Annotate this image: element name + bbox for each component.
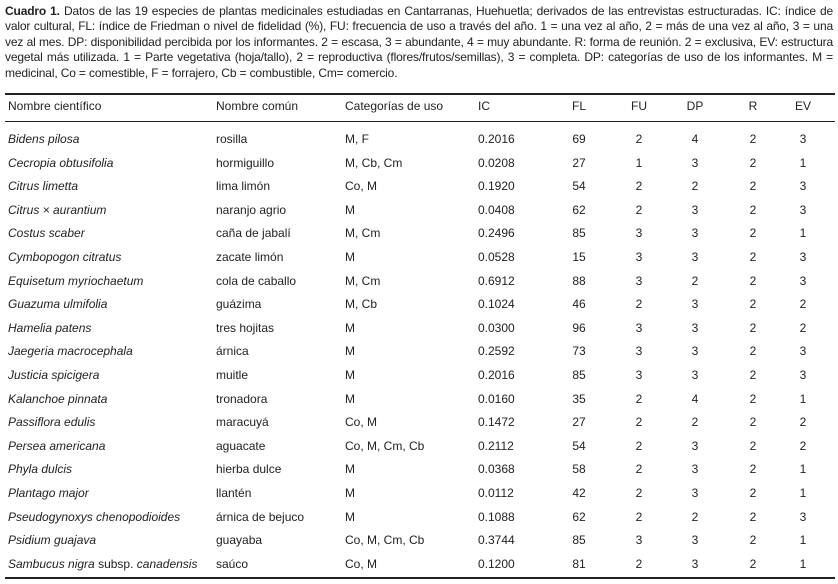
cell-r: 2	[749, 202, 757, 217]
header-rule	[5, 121, 835, 122]
cell-fu: 2	[635, 462, 643, 477]
table-row	[0, 156, 838, 176]
cell-ev: 3	[799, 273, 807, 288]
cell-sci	[8, 226, 85, 240]
cell-cat: M, Cm	[345, 226, 381, 241]
cell-common: guázima	[216, 297, 262, 312]
column-header-cat: Categorías de uso	[345, 99, 444, 113]
cell-fu: 2	[635, 486, 643, 500]
cell-fl: 73	[572, 344, 586, 359]
scientific-name: Cymbopogon citratus	[8, 250, 122, 264]
cell-fl: 96	[572, 320, 586, 335]
cell-sci	[8, 368, 99, 382]
taxon-rank: subsp.	[98, 556, 134, 571]
cell-sci	[8, 132, 79, 146]
cell-common: tres hojitas	[216, 320, 275, 335]
scientific-name: Persea americana	[8, 438, 106, 453]
cell-common: muitle	[216, 368, 249, 382]
table-row	[0, 274, 838, 294]
table-row	[0, 226, 838, 246]
cell-fu: 2	[635, 202, 643, 217]
cell-ev: 1	[799, 462, 807, 477]
column-header-ic: IC	[478, 99, 490, 113]
scientific-name: Hamelia patens	[8, 320, 92, 335]
cell-ev: 2	[799, 297, 807, 312]
cell-ev: 3	[799, 202, 807, 217]
bottom-rule	[5, 577, 835, 579]
cell-dp: 3	[691, 297, 699, 312]
cell-fl: 27	[572, 155, 586, 170]
cell-dp: 3	[691, 320, 699, 335]
table-caption	[5, 4, 833, 81]
table-row	[0, 203, 838, 223]
caption-text: Datos de las 19 especies de plantas medicinales estudiadas en Cantarranas, Huehuetla; derivados de las entrevistas estructuradas. IC: índice de valor cultural, FL: índice de Friedman o nivel de fidelidad (%), FU: frecuencia de uso a través del año. 1 = una vez al año, 2 = más de una vez al año, 3 = una vez al mes. DP: disponibilidad percibida por los informantes. 2 = escasa, 3 = abundante, 4 = muy abundante. R: forma de reunión. 2 = exclusiva, EV: estructura vegetal más utilizada. 1 = Parte vegetativa (hoja/tallo), 2 = reproductiva (flores/frutos/semillas), 3 = completa. DP: categorías de uso de los informantes. M = medicinal, Co = comestible, F = forrajero, Cb = combustible, Cm= comercio.	[5, 4, 833, 80]
scientific-name: Guazuma ulmifolia	[8, 297, 108, 312]
cell-ev: 1	[799, 226, 807, 241]
table-row	[0, 132, 838, 152]
cell-sci	[8, 203, 106, 217]
scientific-name: Plantago major	[8, 486, 89, 500]
scientific-name: Cecropia obtusifolia	[8, 155, 114, 170]
cell-fu: 2	[635, 132, 643, 146]
cell-ev: 1	[799, 155, 807, 170]
cell-ic: 0.0408	[478, 202, 515, 217]
cell-common: zacate limón	[216, 250, 284, 264]
cell-fl: 15	[572, 250, 586, 264]
scientific-name: Citrus × aurantium	[8, 202, 107, 217]
cell-fl: 69	[572, 132, 586, 146]
cell-ic: 0.0160	[478, 391, 515, 406]
cell-common: rosilla	[216, 132, 248, 146]
table-row	[0, 392, 838, 412]
cell-ic: 0.1200	[478, 556, 515, 571]
cell-fl: 46	[572, 297, 586, 312]
cell-common: árnica	[216, 344, 249, 359]
cell-r: 2	[749, 509, 757, 524]
cell-fu: 1	[635, 155, 643, 170]
cell-cat: M, F	[345, 132, 369, 146]
cell-sci	[8, 250, 121, 264]
cell-ev: 1	[799, 556, 807, 571]
cell-cat: M	[345, 250, 355, 264]
cell-fu: 3	[635, 226, 643, 241]
top-rule	[5, 93, 835, 95]
infraspecific-name: canadensis	[136, 556, 198, 571]
cell-cat: M	[345, 344, 355, 359]
cell-dp: 2	[691, 509, 699, 524]
cell-fu: 2	[635, 415, 643, 430]
scientific-name: Psidium guajava	[8, 533, 97, 548]
cell-ev: 1	[799, 533, 807, 548]
column-header-ev: EV	[794, 99, 811, 113]
table-row	[0, 486, 838, 506]
cell-ic: 0.1024	[478, 297, 515, 312]
cell-r: 2	[749, 486, 757, 500]
scientific-name: Justicia spicigera	[8, 368, 100, 382]
cell-dp: 3	[691, 533, 699, 548]
cell-sci	[8, 297, 107, 311]
cell-r: 2	[749, 462, 757, 477]
cell-dp: 3	[691, 368, 699, 382]
cell-cat: M, Cb, Cm	[345, 155, 403, 170]
cell-fu: 3	[635, 533, 643, 548]
cell-cat: M	[345, 202, 355, 217]
cell-cat: Co, M	[345, 179, 378, 194]
cell-fu: 2	[635, 297, 643, 312]
cell-common: caña de jabalí	[216, 226, 291, 241]
cell-common: lima limón	[216, 179, 271, 194]
cell-fu: 3	[635, 273, 643, 288]
cell-common: cola de caballo	[216, 273, 297, 288]
cell-cat: M, Cb	[345, 297, 378, 312]
cell-r: 2	[749, 556, 757, 571]
table-row	[0, 344, 838, 364]
cell-common: guayaba	[216, 533, 263, 548]
table-row	[0, 321, 838, 341]
scientific-name: Costus scaber	[8, 226, 85, 241]
cell-cat: Co, M	[345, 556, 378, 571]
cell-cat: M	[345, 462, 355, 477]
cell-fu: 2	[635, 509, 643, 524]
cell-r: 2	[749, 533, 757, 548]
cell-fl: 54	[572, 438, 586, 453]
cell-fu: 3	[635, 250, 643, 264]
column-header-fl: FL	[571, 99, 586, 113]
column-header-sci: Nombre científico	[8, 99, 102, 113]
cell-cat: M	[345, 391, 355, 406]
scientific-name: Passiflora edulis	[8, 415, 96, 430]
cell-fl: 88	[572, 273, 586, 288]
cell-fl: 85	[572, 533, 586, 548]
cell-r: 2	[749, 250, 757, 264]
cell-dp: 2	[691, 415, 699, 430]
cell-ic: 0.1472	[478, 415, 515, 430]
scientific-name: Citrus limetta	[8, 179, 79, 194]
cell-fl: 62	[572, 509, 586, 524]
cell-fl: 62	[572, 202, 586, 217]
table-row	[0, 297, 838, 317]
cell-sci	[8, 156, 113, 170]
column-header-dp: DP	[686, 99, 704, 113]
cell-r: 2	[749, 155, 757, 170]
column-header-fu: FU	[631, 99, 647, 113]
table-row	[0, 533, 838, 553]
cell-sci	[8, 510, 180, 524]
cell-ev: 2	[799, 320, 807, 335]
table-row	[0, 179, 838, 199]
cell-ev: 3	[799, 368, 807, 382]
cell-cat: Co, M	[345, 415, 378, 430]
cell-dp: 3	[691, 250, 699, 264]
cell-sci	[8, 274, 143, 288]
cell-cat: M, Cm	[345, 273, 381, 288]
cell-sci	[8, 179, 78, 193]
cell-dp: 3	[691, 486, 699, 500]
cell-ev: 3	[799, 509, 807, 524]
cell-fl: 85	[572, 226, 586, 241]
scientific-name: Jaegeria macrocephala	[8, 344, 133, 359]
cell-fl: 85	[572, 368, 586, 382]
cell-ev: 2	[799, 438, 807, 453]
cell-common: tronadora	[216, 391, 268, 406]
cell-dp: 3	[691, 155, 699, 170]
cell-fl: 81	[572, 556, 586, 571]
cell-fu: 2	[635, 556, 643, 571]
cell-dp: 2	[691, 179, 699, 194]
cell-common: maracuyá	[216, 415, 269, 430]
cell-dp: 2	[691, 273, 699, 288]
cell-sci	[8, 439, 105, 453]
cell-cat: M	[345, 320, 355, 335]
cell-fu: 2	[635, 391, 643, 406]
column-header-common: Nombre común	[216, 99, 299, 113]
cell-ev: 3	[799, 179, 807, 194]
cell-ev: 1	[799, 391, 807, 406]
cell-r: 2	[749, 179, 757, 194]
table-row	[0, 415, 838, 435]
scientific-name: Bidens pilosa	[8, 132, 80, 146]
cell-r: 2	[749, 132, 757, 146]
cell-r: 2	[749, 226, 757, 241]
cell-sci	[8, 392, 107, 406]
cell-fl: 54	[572, 179, 586, 194]
cell-cat: M	[345, 509, 355, 524]
cell-fl: 35	[572, 391, 586, 406]
cell-common: llantén	[216, 486, 252, 500]
cell-ic: 0.6912	[478, 273, 515, 288]
scientific-name: Phyla dulcis	[8, 462, 73, 477]
cell-fu: 3	[635, 344, 643, 359]
cell-r: 2	[749, 344, 757, 359]
cell-fu: 3	[635, 320, 643, 335]
cell-ev: 3	[799, 250, 807, 264]
cell-ic: 0.0368	[478, 462, 515, 477]
cell-fl: 27	[572, 415, 586, 430]
cell-ic: 0.0112	[478, 486, 514, 500]
cell-fu: 3	[635, 368, 643, 382]
scientific-name: Sambucus nigra	[8, 556, 95, 571]
cell-dp: 3	[691, 438, 699, 453]
cell-r: 2	[749, 391, 757, 406]
cell-ic: 0.1088	[478, 509, 515, 524]
cell-ic: 0.0300	[478, 320, 515, 335]
cell-r: 2	[749, 273, 757, 288]
cell-sci	[8, 344, 133, 358]
cell-r: 2	[749, 368, 757, 382]
cell-ev: 1	[799, 486, 807, 500]
cell-dp: 3	[691, 462, 699, 477]
cell-ic: 0.2112	[478, 438, 514, 453]
cell-sci	[8, 486, 89, 500]
cell-sci	[8, 321, 91, 335]
cell-fu: 2	[635, 438, 643, 453]
cell-fu: 2	[635, 179, 643, 194]
cell-ic: 0.0528	[478, 250, 515, 264]
cell-dp: 3	[691, 202, 699, 217]
cell-fl: 42	[572, 486, 586, 500]
cell-r: 2	[749, 415, 757, 430]
cell-common: hormiguillo	[216, 155, 275, 170]
cell-dp: 3	[691, 556, 699, 571]
cell-ic: 0.2592	[478, 344, 515, 359]
cell-ic: 0.3744	[478, 533, 515, 548]
caption-label: Cuadro 1.	[5, 4, 60, 18]
column-header-r: R	[748, 99, 758, 113]
cell-cat: Co, M, Cm, Cb	[345, 533, 425, 548]
cell-cat: M	[345, 486, 355, 500]
cell-ic: 0.1920	[478, 179, 515, 194]
cell-ic: 0.2016	[478, 132, 515, 146]
cell-common: aguacate	[216, 438, 266, 453]
cell-r: 2	[749, 320, 757, 335]
table-row	[0, 462, 838, 482]
table-row	[0, 510, 838, 530]
cell-dp: 3	[691, 226, 699, 241]
cell-cat: M	[345, 368, 355, 382]
table-row	[0, 368, 838, 388]
table-row	[0, 439, 838, 459]
cell-sci	[8, 533, 96, 547]
scientific-name: Pseudogynoxys chenopodioides	[8, 509, 181, 524]
cell-sci	[8, 557, 197, 571]
cell-cat: Co, M, Cm, Cb	[345, 438, 425, 453]
cell-ev: 2	[799, 415, 807, 430]
cell-dp: 4	[691, 391, 699, 406]
cell-ic: 0.2496	[478, 226, 515, 241]
table-row	[0, 250, 838, 270]
cell-sci	[8, 462, 72, 476]
cell-dp: 3	[691, 344, 699, 359]
scientific-name: Kalanchoe pinnata	[8, 391, 108, 406]
cell-common: saúco	[216, 556, 249, 571]
cell-r: 2	[749, 438, 757, 453]
cell-ev: 3	[799, 132, 807, 146]
scientific-name: Equisetum myriochaetum	[8, 273, 144, 288]
cell-ic: 0.2016	[478, 368, 515, 382]
table-row	[0, 557, 838, 577]
cell-sci	[8, 415, 95, 429]
cell-common: árnica de bejuco	[216, 509, 305, 524]
cell-fl: 58	[572, 462, 586, 477]
cell-r: 2	[749, 297, 757, 312]
cell-common: naranjo agrio	[216, 202, 287, 217]
cell-common: hierba dulce	[216, 462, 282, 477]
cell-ic: 0.0208	[478, 155, 515, 170]
cell-dp: 4	[691, 132, 699, 146]
cell-ev: 3	[799, 344, 807, 359]
